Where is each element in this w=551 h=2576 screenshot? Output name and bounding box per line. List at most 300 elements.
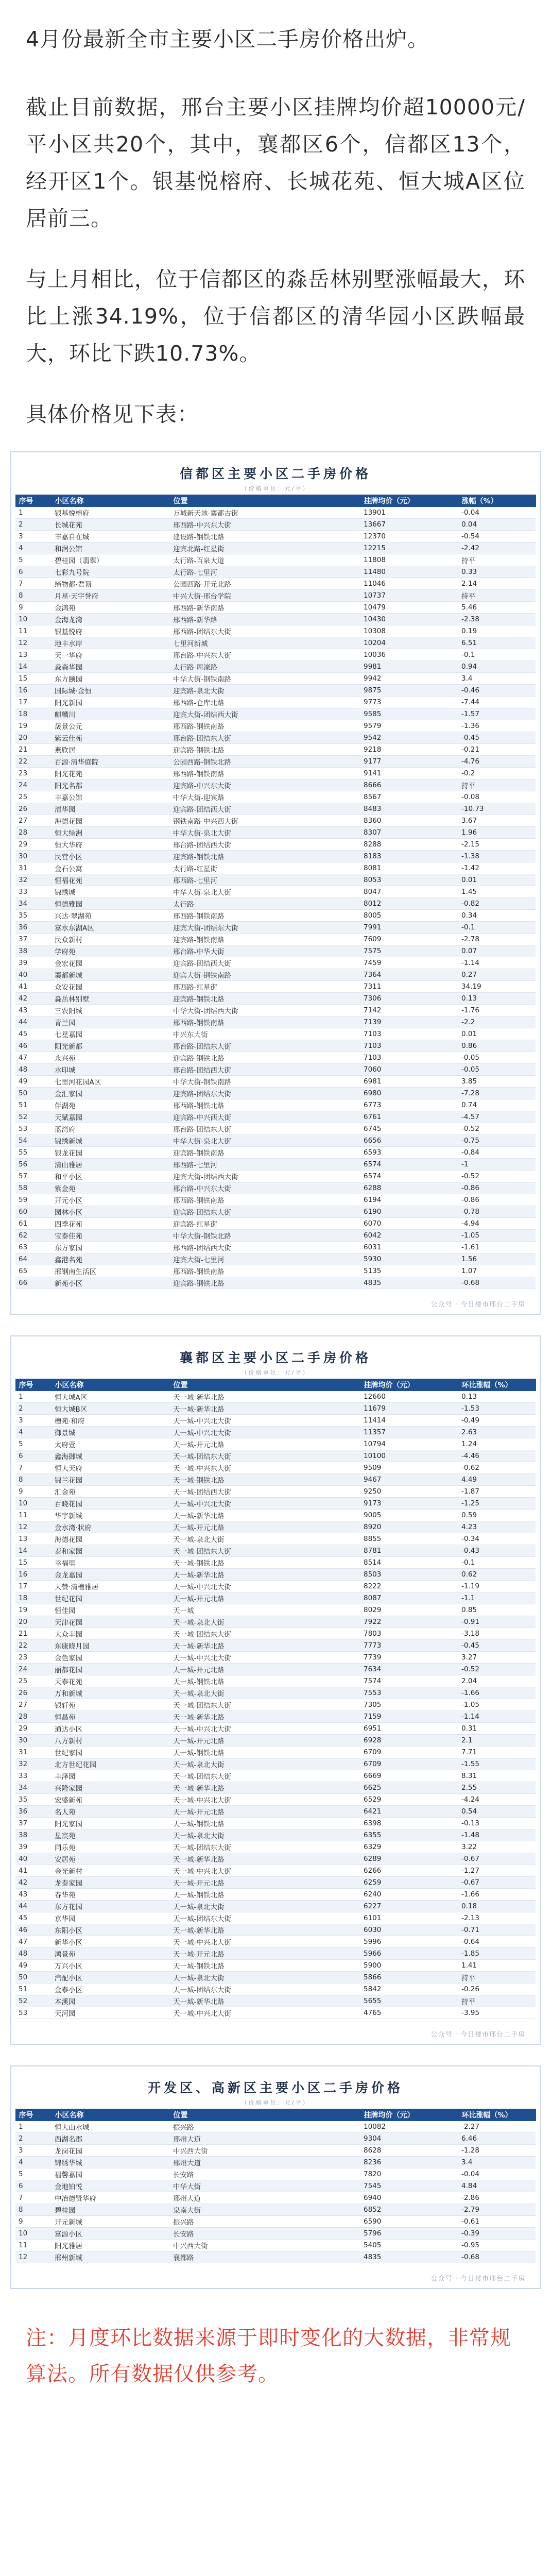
location: 迎宾路-红星街 [170,1218,360,1230]
row-index: 12 [15,1521,51,1533]
price-change: 1.56 [458,1253,536,1265]
price-tables [0,451,551,2289]
location: 天一城-团结东大街 [170,1545,360,1557]
row-index: 36 [15,1806,51,1818]
community-name: 丰嘉自在城 [51,531,170,543]
community-name: 永兴苑 [51,1052,170,1064]
table-title: 开发区、高新区主要小区二手房价格 [147,2080,403,2095]
price-change: -1.55 [458,1758,536,1770]
table-row [15,2133,536,2145]
price-change: -0.75 [458,1135,536,1147]
column-header: 环比涨幅（%） [458,2109,536,2121]
price-change: 3.4 [458,2157,536,2168]
community-name: 丽都花园 [51,1664,170,1675]
listing-price: 7305 [360,1699,458,1711]
price-change: -0.54 [458,531,536,543]
location: 天一城-新华北路 [170,1782,360,1794]
community-name: 同乐苑 [51,1841,170,1853]
community-name: 天赞·清檀雅居 [51,1581,170,1592]
price-change: -0.95 [458,2240,536,2251]
row-index: 8 [15,590,51,602]
community-name: 西湖名郡 [51,2133,170,2145]
community-name: 金宏花园 [51,957,170,969]
price-change: -1.76 [458,1005,536,1016]
table-row [15,2240,536,2251]
listing-price: 9981 [360,661,458,673]
listing-price: 7553 [360,1687,458,1699]
price-change: 2.55 [458,1782,536,1794]
table-row [15,1182,536,1194]
table-row [15,1770,536,1782]
community-name: 金汇家园 [51,1088,170,1099]
price-change: 0.04 [458,519,536,531]
row-index: 20 [15,732,51,744]
listing-price: 8005 [360,910,458,922]
row-index: 16 [15,685,51,697]
table-row [15,1218,536,1230]
listing-price: 6593 [360,1147,458,1159]
location: 邢台路-中兴东大街 [170,649,360,661]
row-index: 47 [15,1052,51,1064]
community-name: 通达小区 [51,1723,170,1735]
listing-price: 10204 [360,637,458,649]
community-name: 东阳小区 [51,1924,170,1936]
table-row [15,1135,536,1147]
location: 中华大街-泉北大街 [170,827,360,839]
table-row [15,578,536,590]
price-change: -4.57 [458,1111,536,1123]
community-name: 天津花园 [51,1616,170,1628]
community-name: 星宸苑 [51,1829,170,1841]
community-name: 天河园 [51,2007,170,2019]
listing-price: 8047 [360,886,458,898]
listing-price: 8666 [360,779,458,791]
price-change: -0.71 [458,1924,536,1936]
location: 中兴东大街 [170,1028,360,1040]
price-change: -0.1 [458,1557,536,1569]
table-row [15,554,536,566]
price-change: -1.53 [458,1403,536,1415]
table-row [15,910,536,922]
listing-price: 5866 [360,1972,458,1984]
location: 迎宾路-钢铁北路 [170,1052,360,1064]
community-name: 地丰水岸 [51,637,170,649]
row-index: 41 [15,1865,51,1877]
price-change: -2.42 [458,543,536,554]
listing-price: 6574 [360,1171,458,1182]
table-row [15,1064,536,1076]
listing-price: 11357 [360,1427,458,1438]
row-index: 24 [15,779,51,791]
price-change: 7.71 [458,1747,536,1758]
row-index: 10 [15,2228,51,2240]
price-change: 1.45 [458,886,536,898]
price-change: -0.05 [458,1064,536,1076]
community-name: 清华园 [51,803,170,815]
price-change: -1.28 [458,2145,536,2157]
listing-price: 4835 [360,2251,458,2263]
community-name: 紫金苑 [51,1182,170,1194]
community-name: 水印城 [51,1064,170,1076]
price-change: -0.1 [458,922,536,934]
price-change: -0.78 [458,1206,536,1218]
location: 中华大街-团结西大街 [170,1005,360,1016]
listing-price: 5405 [360,2240,458,2251]
community-name: 和平小区 [51,1171,170,1182]
price-change: 0.59 [458,1510,536,1521]
price-change: 0.18 [458,1901,536,1912]
community-name: 阳光花苑 [51,768,170,779]
listing-price: 7773 [360,1640,458,1652]
price-change: -10.73 [458,803,536,815]
listing-price: 6981 [360,1076,458,1088]
price-change: 0.62 [458,1569,536,1581]
row-index: 55 [15,1147,51,1159]
listing-price: 8222 [360,1581,458,1592]
location: 邢台路-中兴东大街 [170,1182,360,1194]
listing-price: 6574 [360,1159,458,1171]
community-name: 中冶德贤华府 [51,2192,170,2204]
price-change: 0.34 [458,910,536,922]
listing-price: 9005 [360,1510,458,1521]
price-change: 5.46 [458,602,536,614]
table-row [15,2204,536,2216]
price-change: -1.85 [458,1948,536,1960]
row-index: 60 [15,1206,51,1218]
price-change: 0.86 [458,1040,536,1052]
row-index: 13 [15,1533,51,1545]
listing-price: 8288 [360,839,458,851]
table-header [11,452,540,492]
community-name: 金地铂悦 [51,2180,170,2192]
location: 天一城-中兴北大街 [170,1415,360,1427]
listing-price: 10308 [360,625,458,637]
location: 天一城-团结东大街 [170,1912,360,1924]
community-name: 锦绣华城 [51,2157,170,2168]
price-change: -0.86 [458,1194,536,1206]
row-index: 53 [15,1123,51,1135]
community-name: 锦绣城 [51,886,170,898]
column-header: 序号 [15,2109,51,2121]
community-name: 阳光家园 [51,1818,170,1829]
column-header: 挂牌均价（元） [360,1379,458,1391]
price-change: 4.49 [458,1474,536,1486]
row-index: 6 [15,1450,51,1462]
community-name: 晟景公元 [51,720,170,732]
community-name: 银龙花园 [51,1147,170,1159]
location: 天一城-中兴东大街 [170,1462,360,1474]
table-row [15,1088,536,1099]
row-index: 14 [15,661,51,673]
table-row [15,1415,536,1427]
price-change: -2.86 [458,2192,536,2204]
row-index: 31 [15,862,51,874]
listing-price: 13901 [360,507,458,519]
listing-price: 7991 [360,922,458,934]
table-header [11,1336,540,1376]
price-change: -0.62 [458,1462,536,1474]
price-change: -1.36 [458,720,536,732]
price-change: -1.66 [458,1889,536,1901]
listing-price: 8855 [360,1533,458,1545]
community-name: 和润公馆 [51,543,170,554]
table-row [15,945,536,957]
row-index: 17 [15,697,51,708]
table-row [15,708,536,720]
listing-price: 8503 [360,1569,458,1581]
location: 邢西路-钢铁南路 [170,1016,360,1028]
community-name: 三农阳城 [51,1005,170,1016]
community-name: 天赋嘉园 [51,1111,170,1123]
price-change: -0.1 [458,649,536,661]
location: 迎宾路-钢铁南路 [170,1147,360,1159]
community-name: 清山雅居 [51,1159,170,1171]
price-change: -1.42 [458,862,536,874]
row-index: 45 [15,1912,51,1924]
listing-price: 7545 [360,2180,458,2192]
price-change: -0.04 [458,2168,536,2180]
location: 中兴大街-邢台学院 [170,590,360,602]
price-change: -1.48 [458,1829,536,1841]
location: 天一城-新华北路 [170,1995,360,2007]
location: 天一城-泉北大街 [170,1687,360,1699]
row-index: 22 [15,1640,51,1652]
community-name: 众安花园 [51,981,170,993]
row-index: 50 [15,1088,51,1099]
community-name: 安居苑 [51,1853,170,1865]
listing-price: 6329 [360,1841,458,1853]
table-row [15,531,536,543]
location: 邢西路-钢铁南路 [170,1265,360,1277]
community-name: 兴隆家园 [51,1782,170,1794]
row-index: 3 [15,531,51,543]
listing-price: 7306 [360,993,458,1005]
table-row [15,1450,536,1462]
table-row [15,1853,536,1865]
community-name: 金石公寓 [51,862,170,874]
location: 天一城-中兴北大街 [170,1723,360,1735]
location: 天一城-团结东大街 [170,1450,360,1462]
listing-price: 8567 [360,791,458,803]
table-row [15,1242,536,1253]
listing-price: 8483 [360,803,458,815]
column-header: 位置 [170,1379,360,1391]
location: 泉南大街 [170,2204,360,2216]
location: 中华大街-泉北大街 [170,886,360,898]
price-change: -4.24 [458,1794,536,1806]
table-row [15,2192,536,2204]
listing-price: 5796 [360,2228,458,2240]
listing-price: 6709 [360,1747,458,1758]
listing-price: 7575 [360,945,458,957]
table-row [15,1521,536,1533]
location: 天一城-新华北路 [170,1640,360,1652]
price-change: -1.66 [458,1687,536,1699]
table-row [15,602,536,614]
row-index: 15 [15,673,51,685]
price-change: -2.2 [458,1016,536,1028]
table-row [15,1391,536,1403]
location: 中华大街-钢铁南路 [170,1076,360,1088]
location: 天一城-中兴北大街 [170,1652,360,1664]
location: 迎宾路-钢铁北路 [170,1277,360,1289]
table-row [15,2180,536,2192]
table-row [15,685,536,697]
listing-price: 8183 [360,851,458,862]
location: 天一城-中兴北大街 [170,1581,360,1592]
community-name: 阳光新都 [51,1040,170,1052]
location: 天一城-开元北路 [170,1438,360,1450]
table-row [15,732,536,744]
community-name: 恒大山水城 [51,2121,170,2133]
row-index: 32 [15,874,51,886]
row-index: 59 [15,1194,51,1206]
table-header-row [15,495,536,507]
table-row [15,1123,536,1135]
location: 天一城-中兴北大街 [170,1865,360,1877]
price-change: -0.82 [458,898,536,910]
price-change: 0.13 [458,993,536,1005]
table-row [15,851,536,862]
table-row [15,1984,536,1995]
table-footer [11,2267,540,2288]
location: 邢西路-新华南路 [170,602,360,614]
row-index: 47 [15,1936,51,1948]
listing-price: 6240 [360,1889,458,1901]
location: 天一城-团结东大街 [170,1699,360,1711]
price-change: -1.05 [458,1699,536,1711]
listing-price: 6669 [360,1770,458,1782]
community-name: 淼岳林别墅 [51,993,170,1005]
location: 天一城-泉北大街 [170,1901,360,1912]
price-change: 1.96 [458,827,536,839]
community-name: 海德花园 [51,1533,170,1545]
location: 迎宾大街-钢铁南路 [170,969,360,981]
location: 迎宾路-钢铁北路 [170,851,360,862]
row-index: 7 [15,2192,51,2204]
price-change: 持平 [458,779,536,791]
community-name: 大众丰园 [51,1628,170,1640]
price-change: 0.74 [458,1099,536,1111]
listing-price: 8307 [360,827,458,839]
community-name: 七星嘉园 [51,1028,170,1040]
row-index: 28 [15,827,51,839]
table-row [15,590,536,602]
row-index: 27 [15,815,51,827]
table-row [15,993,536,1005]
table-row [15,969,536,981]
table-row [15,507,536,519]
column-header: 小区名称 [51,1379,170,1391]
table-row [15,1111,536,1123]
listing-price: 6656 [360,1135,458,1147]
table-row [15,1758,536,1770]
row-index: 23 [15,768,51,779]
price-change: -0.05 [458,1052,536,1064]
table-row [15,1510,536,1521]
listing-price: 6101 [360,1912,458,1924]
table-row [15,1675,536,1687]
location: 邢西路-七里河 [170,874,360,886]
row-index: 34 [15,898,51,910]
table-row [15,1486,536,1498]
price-change: -0.68 [458,2251,536,2263]
community-name: 泰和家园 [51,1545,170,1557]
listing-price: 10794 [360,1438,458,1450]
row-index: 14 [15,1545,51,1557]
community-name: 紫云佳苑 [51,732,170,744]
location: 邢西路-钢铁北路 [170,1099,360,1111]
listing-price: 6259 [360,1877,458,1889]
table-row [15,2228,536,2240]
community-name: 开元新城 [51,2216,170,2228]
price-change: 0.01 [458,874,536,886]
row-index: 3 [15,2145,51,2157]
listing-price: 9875 [360,685,458,697]
listing-price: 7159 [360,1711,458,1723]
table-header-row [15,2109,536,2121]
location: 中兴西大街 [170,2240,360,2251]
listing-price: 8087 [360,1592,458,1604]
table-intro-paragraph: 具体价格见下表： [26,402,199,427]
price-change: -1.14 [458,1711,536,1723]
table-row [15,862,536,874]
row-index: 38 [15,945,51,957]
location: 天一城-团结西大街 [170,1486,360,1498]
location: 迎宾路-钢铁南路 [170,934,360,945]
community-name: 缔物都·君顶 [51,578,170,590]
row-index: 29 [15,1723,51,1735]
price-change: -1.87 [458,1486,536,1498]
price-change: -1.57 [458,708,536,720]
location: 天一城-泉北大街 [170,1972,360,1984]
table-row [15,744,536,756]
table-row [15,768,536,779]
location: 公园西路-钢铁北路 [170,756,360,768]
row-index: 40 [15,969,51,981]
price-change: 8.31 [458,1770,536,1782]
price-change: 3.67 [458,815,536,827]
article [0,0,551,433]
row-index: 25 [15,791,51,803]
table-row [15,2157,536,2168]
row-index: 20 [15,1616,51,1628]
column-header: 位置 [170,2109,360,2121]
location: 天一城-开元北路 [170,1664,360,1675]
price-table [15,1379,536,2019]
price-change: 3.27 [458,1652,536,1664]
listing-price: 6940 [360,2192,458,2204]
row-index: 39 [15,1841,51,1853]
community-name: 四季花苑 [51,1218,170,1230]
community-name: 本溪园 [51,1995,170,2007]
row-index: 51 [15,1984,51,1995]
price-table-card [10,451,541,1315]
location: 太行路-百泉大道 [170,554,360,566]
location: 天一城-泉北大街 [170,1533,360,1545]
listing-price: 9509 [360,1462,458,1474]
price-change: -7.44 [458,697,536,708]
community-name: 金鸿苑 [51,602,170,614]
community-name: 七彩九号院 [51,566,170,578]
listing-price: 6070 [360,1218,458,1230]
table-row [15,673,536,685]
table-row [15,1687,536,1699]
location: 天一城-新华北路 [170,1711,360,1723]
location: 邢台路-团结东大街 [170,1123,360,1135]
price-change: -4.46 [458,1450,536,1462]
listing-price: 6289 [360,1853,458,1865]
